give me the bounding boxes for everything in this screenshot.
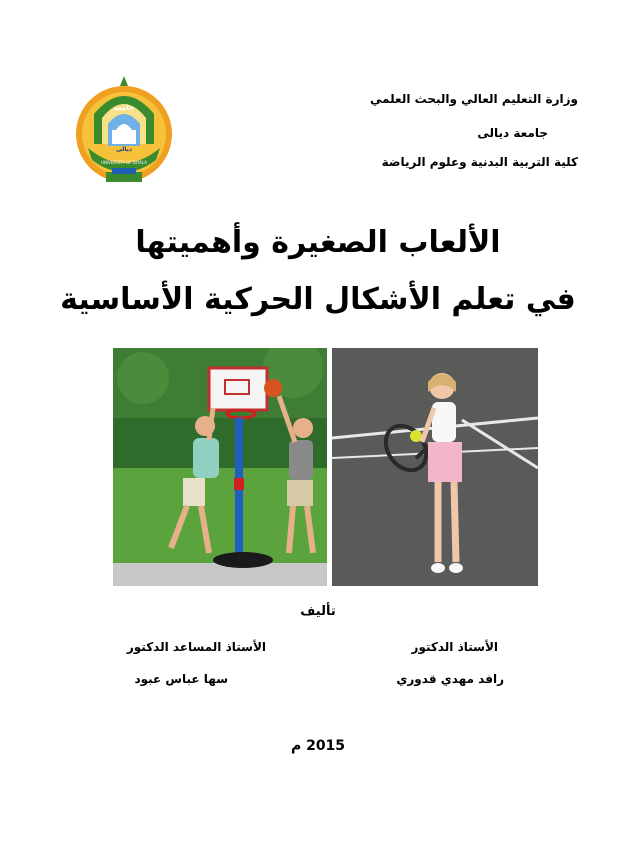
author-1-name: رافد مهدي قدوري <box>396 672 504 686</box>
basketball-photo <box>113 348 327 586</box>
university-logo <box>72 74 176 186</box>
authorship-label: تأليف <box>300 604 336 619</box>
college-line: كلية التربية البدنية وعلوم الرياضة <box>381 155 578 169</box>
ministry-line: وزارة التعليم العالي والبحث العلمي <box>369 92 578 106</box>
tennis-photo <box>332 348 538 586</box>
title-line-1: الألعاب الصغيرة وأهميتها <box>135 225 501 260</box>
author-1-title: الأستاذ الدكتور <box>411 640 498 654</box>
title-line-2: في تعلم الأشكال الحركية الأساسية <box>60 282 576 317</box>
logo-text-bottom: ديالى <box>116 146 132 153</box>
author-2-name: سها عباس عبود <box>134 672 228 686</box>
university-line: جامعة ديالى <box>477 126 548 140</box>
publication-year: 2015 م <box>290 738 346 754</box>
logo-text-ring: UNIVERSITY OF DIYALA <box>101 160 147 165</box>
logo-text-top: جامعة <box>113 104 135 112</box>
author-2-title: الأستاذ المساعد الدكتور <box>126 640 266 654</box>
